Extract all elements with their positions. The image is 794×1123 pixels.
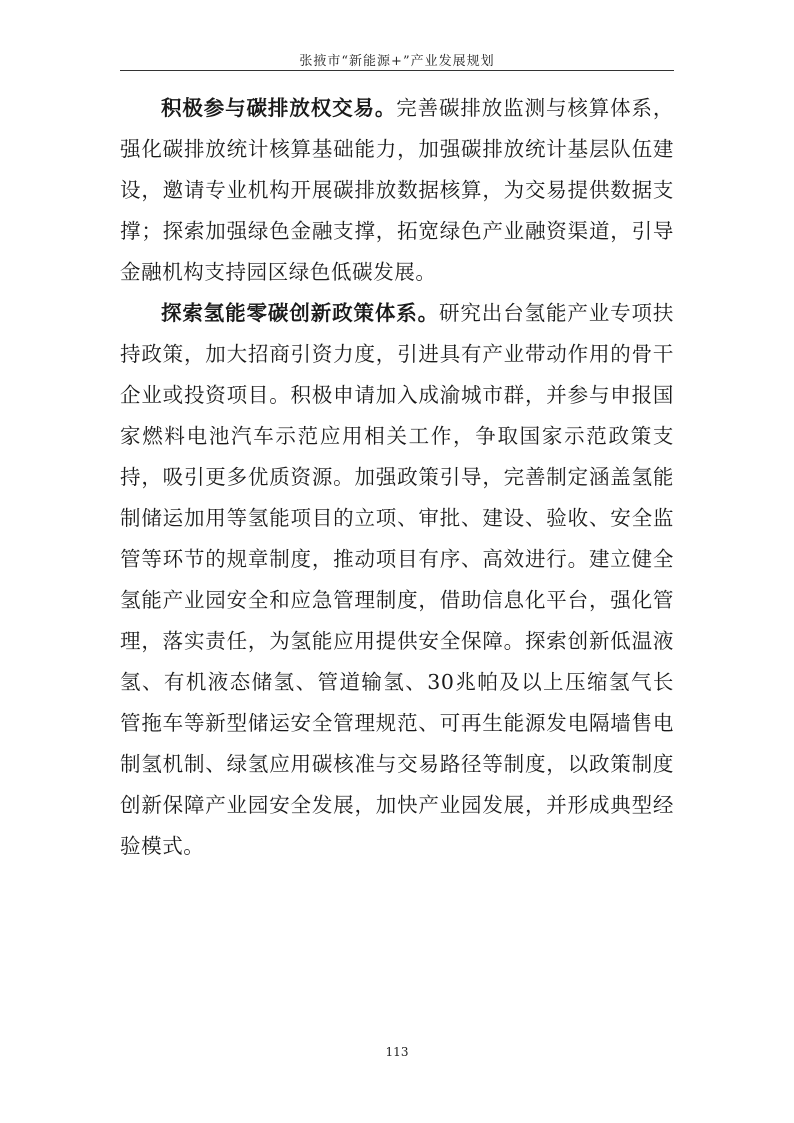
paragraph-body-text: 研究出台氢能产业专项扶持政策，加大招商引资力度，引进具有产业带动作用的骨干企业或投资项目。积极申请加入成渝城市群，并参与申报国家燃料电池汽车示范应用相关工作，争取国家示范政策支持，吸引更多优质资源。加强政策引导，完善制定涵盖氢能制储运加用等氢能项目的立项、审批、建设、验收、安全监管等环节的规章制度，推动项目有序、高效进行。建立健全氢能产业园安全和应急管理制度，借助信息化平台，强化管理，落实责任，为氢能应用提供安全保障。探索创新低温液氢、有机液态储氢、管道输氢、30兆帕及以上压缩氢气长管拖车等新型储运安全管理规范、可再生能源发电隔墙售电制氢机制、绿氢应用碳核准与交易路径等制度，以政策制度创新保障产业园安全发展，加快产业园发展，并形成典型经验模式。 xyxy=(120,301,674,858)
paragraph-carbon-trading xyxy=(120,88,674,293)
paragraph-lead-heading: 积极参与碳排放权交易。 xyxy=(161,96,397,120)
paragraph-body-text: 完善碳排放监测与核算体系，强化碳排放统计核算基础能力，加强碳排放统计基层队伍建设，邀请专业机构开展碳排放数据核算，为交易提供数据支撑；探索加强绿色金融支撑，拓宽绿色产业融资渠道，引导金融机构支持园区绿色低碳发展。 xyxy=(120,96,674,284)
header-divider xyxy=(120,70,674,71)
paragraph-lead-heading: 探索氢能零碳创新政策体系。 xyxy=(161,301,440,325)
page-number: 113 xyxy=(385,1045,409,1059)
body-content xyxy=(120,88,674,867)
paragraph-hydrogen-policy xyxy=(120,293,674,867)
page-header-title: 张掖市“新能源+”产业发展规划 xyxy=(299,54,495,69)
